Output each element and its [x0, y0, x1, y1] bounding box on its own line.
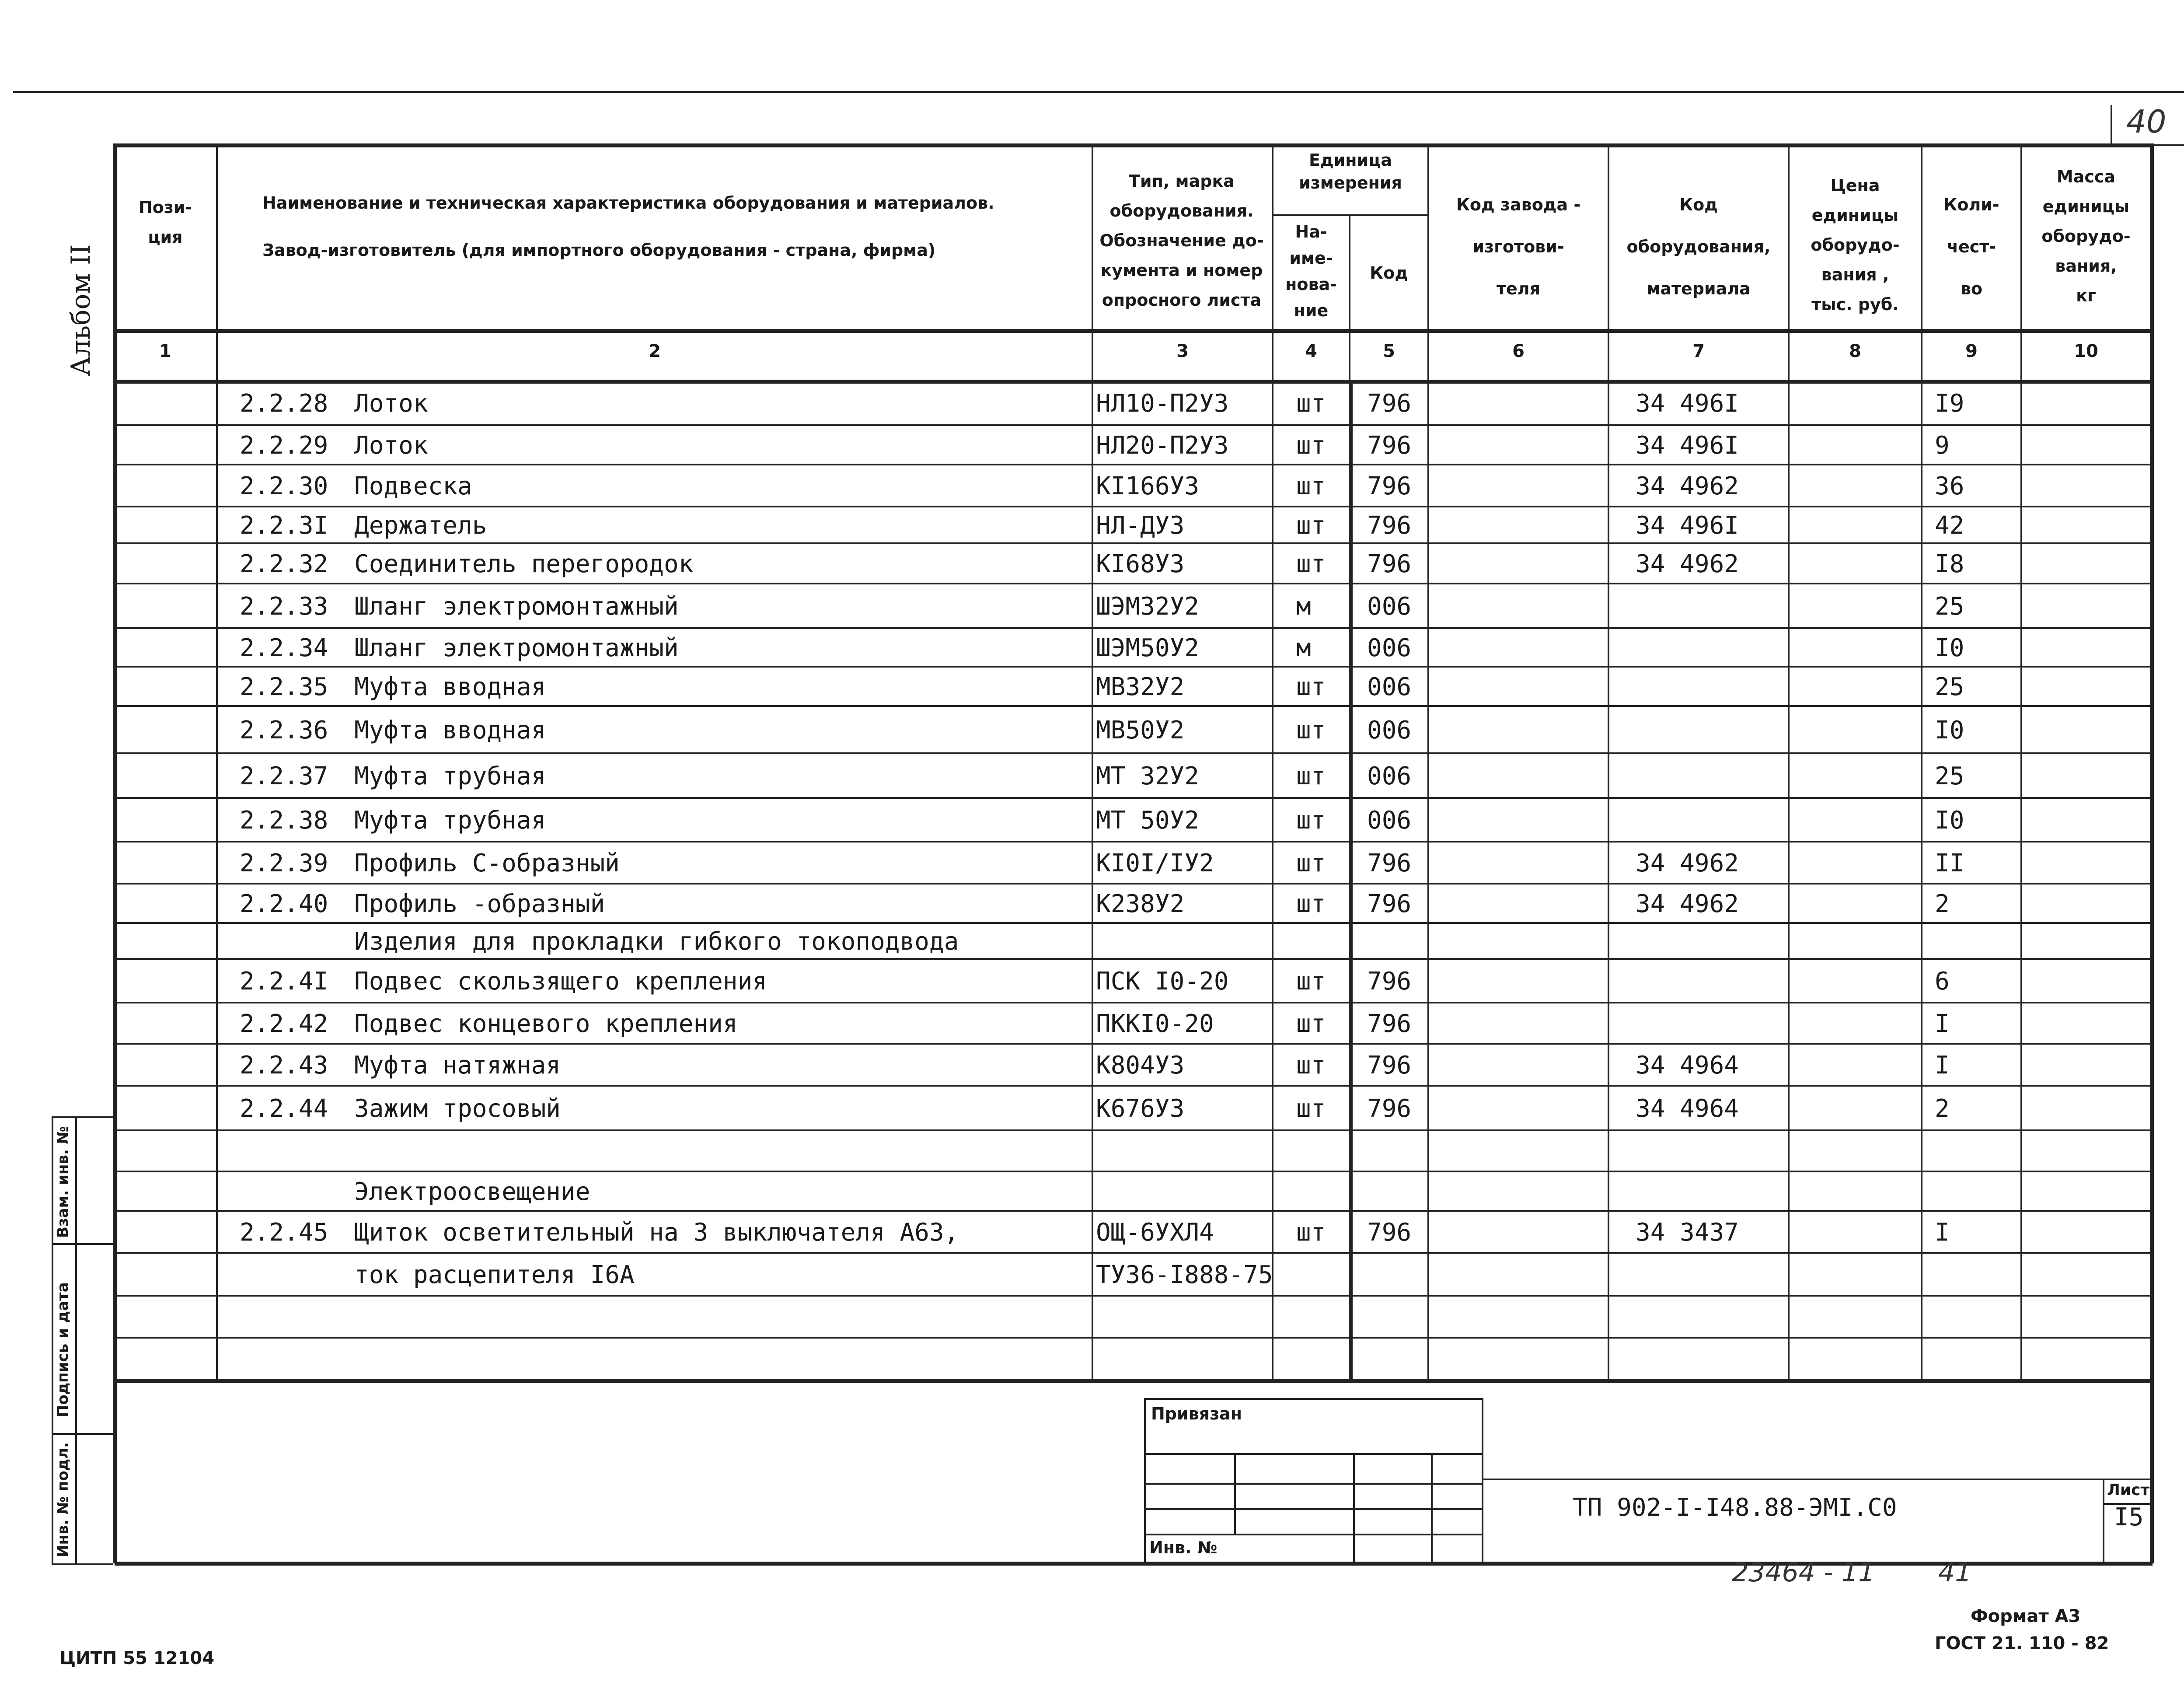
cell-type: НЛ20-П2У3 — [1096, 431, 1229, 460]
colnum-7: 7 — [1692, 341, 1705, 361]
cell-unit: шт — [1296, 389, 1326, 418]
cell-pos: 2.2.30 — [240, 472, 328, 500]
cell-unit: шт — [1296, 673, 1326, 701]
cell-unit: м — [1296, 634, 1311, 662]
cell-type: К238У2 — [1096, 890, 1185, 918]
gost-label: ГОСТ 21. 110 - 82 — [1935, 1633, 2109, 1654]
cell-type: КI166У3 — [1096, 472, 1200, 500]
cell-code: 796 — [1367, 511, 1412, 540]
cell-pos: 2.2.45 — [240, 1218, 328, 1247]
privyazan-label: Привязан — [1151, 1404, 1242, 1423]
cell-name: Подвес концевого крепления — [354, 1010, 738, 1038]
cell-name: Лоток — [354, 389, 428, 418]
cell-unit: шт — [1296, 550, 1326, 578]
cell-pos: 2.2.29 — [240, 431, 328, 460]
cell-equip-code: 34 496I — [1636, 431, 1739, 460]
cell-equip-code: 34 4962 — [1636, 472, 1739, 500]
cell-name: Муфта натяжная — [354, 1051, 561, 1080]
cell-equip-code: 34 4962 — [1636, 849, 1739, 877]
cell-code: 796 — [1367, 967, 1412, 996]
cell-pos: 2.2.28 — [240, 389, 328, 418]
cell-qty: I — [1935, 1010, 1950, 1038]
colnum-3: 3 — [1176, 341, 1189, 361]
cell-pos: 2.2.44 — [240, 1094, 328, 1123]
cell-qty: 6 — [1935, 967, 1950, 996]
format-label: Формат А3 — [1971, 1606, 2081, 1626]
ctip-label: ЦИТП 55 12104 — [59, 1648, 215, 1668]
cell-qty: I0 — [1935, 634, 1964, 662]
cell-qty: I — [1935, 1051, 1950, 1080]
cell-pos: 2.2.43 — [240, 1051, 328, 1080]
cell-unit: шт — [1296, 849, 1326, 877]
cell-qty: 42 — [1935, 511, 1964, 540]
cell-qty: 25 — [1935, 592, 1964, 621]
cell-unit: шт — [1296, 431, 1326, 460]
cell-type: МВ50У2 — [1096, 716, 1185, 745]
cell-type: ТУ36-I888-75 — [1096, 1261, 1273, 1289]
document-code: ТП 902-I-I48.88-ЭМI.С0 — [1573, 1493, 1897, 1522]
cell-qty: 9 — [1935, 431, 1950, 460]
cell-unit: шт — [1296, 1094, 1326, 1123]
cell-pos: 2.2.39 — [240, 849, 328, 877]
cell-pos: 2.2.38 — [240, 806, 328, 835]
cell-unit: шт — [1296, 1218, 1326, 1247]
colnum-10: 10 — [2074, 341, 2098, 361]
cell-qty: I — [1935, 1218, 1950, 1247]
colnum-5: 5 — [1383, 341, 1395, 361]
cell-name: Муфта вводная — [354, 673, 546, 701]
cell-qty: II — [1935, 849, 1964, 877]
cell-pos: 2.2.40 — [240, 890, 328, 918]
cell-pos: 2.2.35 — [240, 673, 328, 701]
cell-name: Соединитель перегородок — [354, 550, 694, 578]
colnum-8: 8 — [1849, 341, 1861, 361]
cell-equip-code: 34 4962 — [1636, 890, 1739, 918]
cell-name: ток расцепителя I6А — [354, 1261, 635, 1289]
cell-equip-code: 34 3437 — [1636, 1218, 1739, 1247]
header-col5: Код — [1370, 263, 1408, 283]
cell-equip-code: 34 4962 — [1636, 550, 1739, 578]
cell-type: К804У3 — [1096, 1051, 1185, 1080]
cell-name: Щиток осветительный на 3 выключателя А63, — [354, 1218, 959, 1247]
cell-unit: шт — [1296, 511, 1326, 540]
cell-pos: 2.2.33 — [240, 592, 328, 621]
header-col7: Код оборудования, материала — [1626, 195, 1771, 298]
cell-name: Профиль -образный — [354, 890, 605, 918]
cell-type: ШЭМ32У2 — [1096, 592, 1200, 621]
cell-qty: I8 — [1935, 550, 1964, 578]
handwritten-number-left: 23464 - 11 — [1732, 1557, 1875, 1588]
cell-code: 006 — [1367, 716, 1412, 745]
header-col6: Код завода - изготови- теля — [1456, 195, 1581, 298]
colnum-4: 4 — [1305, 341, 1317, 361]
cell-name: Зажим тросовый — [354, 1094, 561, 1123]
corner-box-left — [2111, 105, 2112, 144]
cell-pos: 2.2.32 — [240, 550, 328, 578]
cell-code: 006 — [1367, 673, 1412, 701]
cell-unit: шт — [1296, 1010, 1326, 1038]
sheet-number: I5 — [2114, 1503, 2144, 1531]
cell-type: МВ32У2 — [1096, 673, 1185, 701]
cell-name: Держатель — [354, 511, 487, 540]
stamp-inv-replace: Взам. инв. № — [54, 1126, 72, 1238]
cell-code: 796 — [1367, 1051, 1412, 1080]
cell-qty: 25 — [1935, 673, 1964, 701]
cell-type: МТ 32У2 — [1096, 762, 1200, 790]
cell-unit: шт — [1296, 762, 1326, 790]
cell-type: НЛ-ДУ3 — [1096, 511, 1185, 540]
cell-code: 796 — [1367, 389, 1412, 418]
cell-type: К676У3 — [1096, 1094, 1185, 1123]
cell-code: 796 — [1367, 1094, 1412, 1123]
inv-no-label: Инв. № — [1149, 1538, 1218, 1557]
sheet-label: Лист — [2107, 1481, 2150, 1499]
cell-code: 796 — [1367, 890, 1412, 918]
cell-name: Изделия для прокладки гибкого токоподвода — [354, 927, 959, 956]
handwritten-number-right: 41 — [1938, 1557, 1972, 1588]
cell-qty: 2 — [1935, 1094, 1950, 1123]
cell-code: 796 — [1367, 1218, 1412, 1247]
cell-unit: шт — [1296, 967, 1326, 996]
header-col1: Пози- ция — [138, 198, 192, 247]
cell-name: Лоток — [354, 431, 428, 460]
cell-type: КI0I/IУ2 — [1096, 849, 1214, 877]
cell-qty: I0 — [1935, 716, 1964, 745]
cell-code: 006 — [1367, 634, 1412, 662]
cell-code: 006 — [1367, 806, 1412, 835]
cell-qty: 2 — [1935, 890, 1950, 918]
colnum-2: 2 — [649, 341, 661, 361]
cell-code: 796 — [1367, 550, 1412, 578]
cell-code: 006 — [1367, 762, 1412, 790]
cell-name: Шланг электромонтажный — [354, 592, 679, 621]
cell-pos: 2.2.3I — [240, 511, 328, 540]
cell-code: 796 — [1367, 431, 1412, 460]
cell-code: 006 — [1367, 592, 1412, 621]
cell-name: Муфта вводная — [354, 716, 546, 745]
cell-unit: шт — [1296, 1051, 1326, 1080]
cell-pos: 2.2.34 — [240, 634, 328, 662]
colnum-6: 6 — [1512, 341, 1525, 361]
cell-equip-code: 34 4964 — [1636, 1051, 1739, 1080]
cell-unit: шт — [1296, 806, 1326, 835]
cell-pos: 2.2.4I — [240, 967, 328, 996]
cell-name: Муфта трубная — [354, 806, 546, 835]
header-col10: Масса единицы оборудо- вания, кг — [2041, 167, 2131, 305]
header-unit-group: Единица измерения — [1299, 150, 1402, 192]
cell-name: Муфта трубная — [354, 762, 546, 790]
header-col4: На- име- нова- ние — [1285, 222, 1337, 320]
header-col2: Наименование и техническая характеристика оборудования и материалов. Завод-изготовитель (для импортного оборудования - страна, фирма) — [262, 193, 994, 260]
cell-code: 796 — [1367, 472, 1412, 500]
stamp-sign-date: Подпись и дата — [54, 1282, 72, 1417]
cell-qty: I0 — [1935, 806, 1964, 835]
top-border-line — [13, 91, 2184, 93]
cell-name: Шланг электромонтажный — [354, 634, 679, 662]
cell-type: ОЩ-6УХЛ4 — [1096, 1218, 1214, 1247]
cell-equip-code: 34 496I — [1636, 389, 1739, 418]
cell-type: ПККI0-20 — [1096, 1010, 1214, 1038]
cell-type: КI68У3 — [1096, 550, 1185, 578]
cell-type: ШЭМ50У2 — [1096, 634, 1200, 662]
cell-unit: шт — [1296, 890, 1326, 918]
stamp-inv-orig: Инв. № подл. — [54, 1442, 72, 1557]
colnum-1: 1 — [159, 341, 171, 361]
cell-pos: 2.2.37 — [240, 762, 328, 790]
cell-name: Подвеска — [354, 472, 472, 500]
cell-qty: I9 — [1935, 389, 1964, 418]
cell-unit: шт — [1296, 472, 1326, 500]
header-col9: Коли- чест- во — [1943, 195, 1999, 298]
cell-qty: 25 — [1935, 762, 1964, 790]
cell-unit: м — [1296, 592, 1311, 621]
cell-type: НЛ10-П2У3 — [1096, 389, 1229, 418]
cell-name: Электроосвещение — [354, 1178, 590, 1206]
cell-equip-code: 34 4964 — [1636, 1094, 1739, 1123]
cell-unit: шт — [1296, 716, 1326, 745]
page-number-handwritten: 40 — [2126, 103, 2167, 140]
cell-type: ПСК I0-20 — [1096, 967, 1229, 996]
cell-qty: 36 — [1935, 472, 1964, 500]
header-col3: Тип, марка оборудования. Обозначение до- кумента и номер опросного листа — [1099, 171, 1264, 310]
colnum-9: 9 — [1965, 341, 1978, 361]
cell-name: Подвес скользящего крепления — [354, 967, 768, 996]
cell-pos: 2.2.36 — [240, 716, 328, 745]
cell-code: 796 — [1367, 849, 1412, 877]
header-col8: Цена единицы оборудо- вания , тыс. руб. — [1811, 176, 1900, 314]
cell-type: МТ 50У2 — [1096, 806, 1200, 835]
cell-equip-code: 34 496I — [1636, 511, 1739, 540]
album-label: Альбом II — [66, 244, 96, 376]
cell-code: 796 — [1367, 1010, 1412, 1038]
cell-pos: 2.2.42 — [240, 1010, 328, 1038]
cell-name: Профиль С-образный — [354, 849, 620, 877]
